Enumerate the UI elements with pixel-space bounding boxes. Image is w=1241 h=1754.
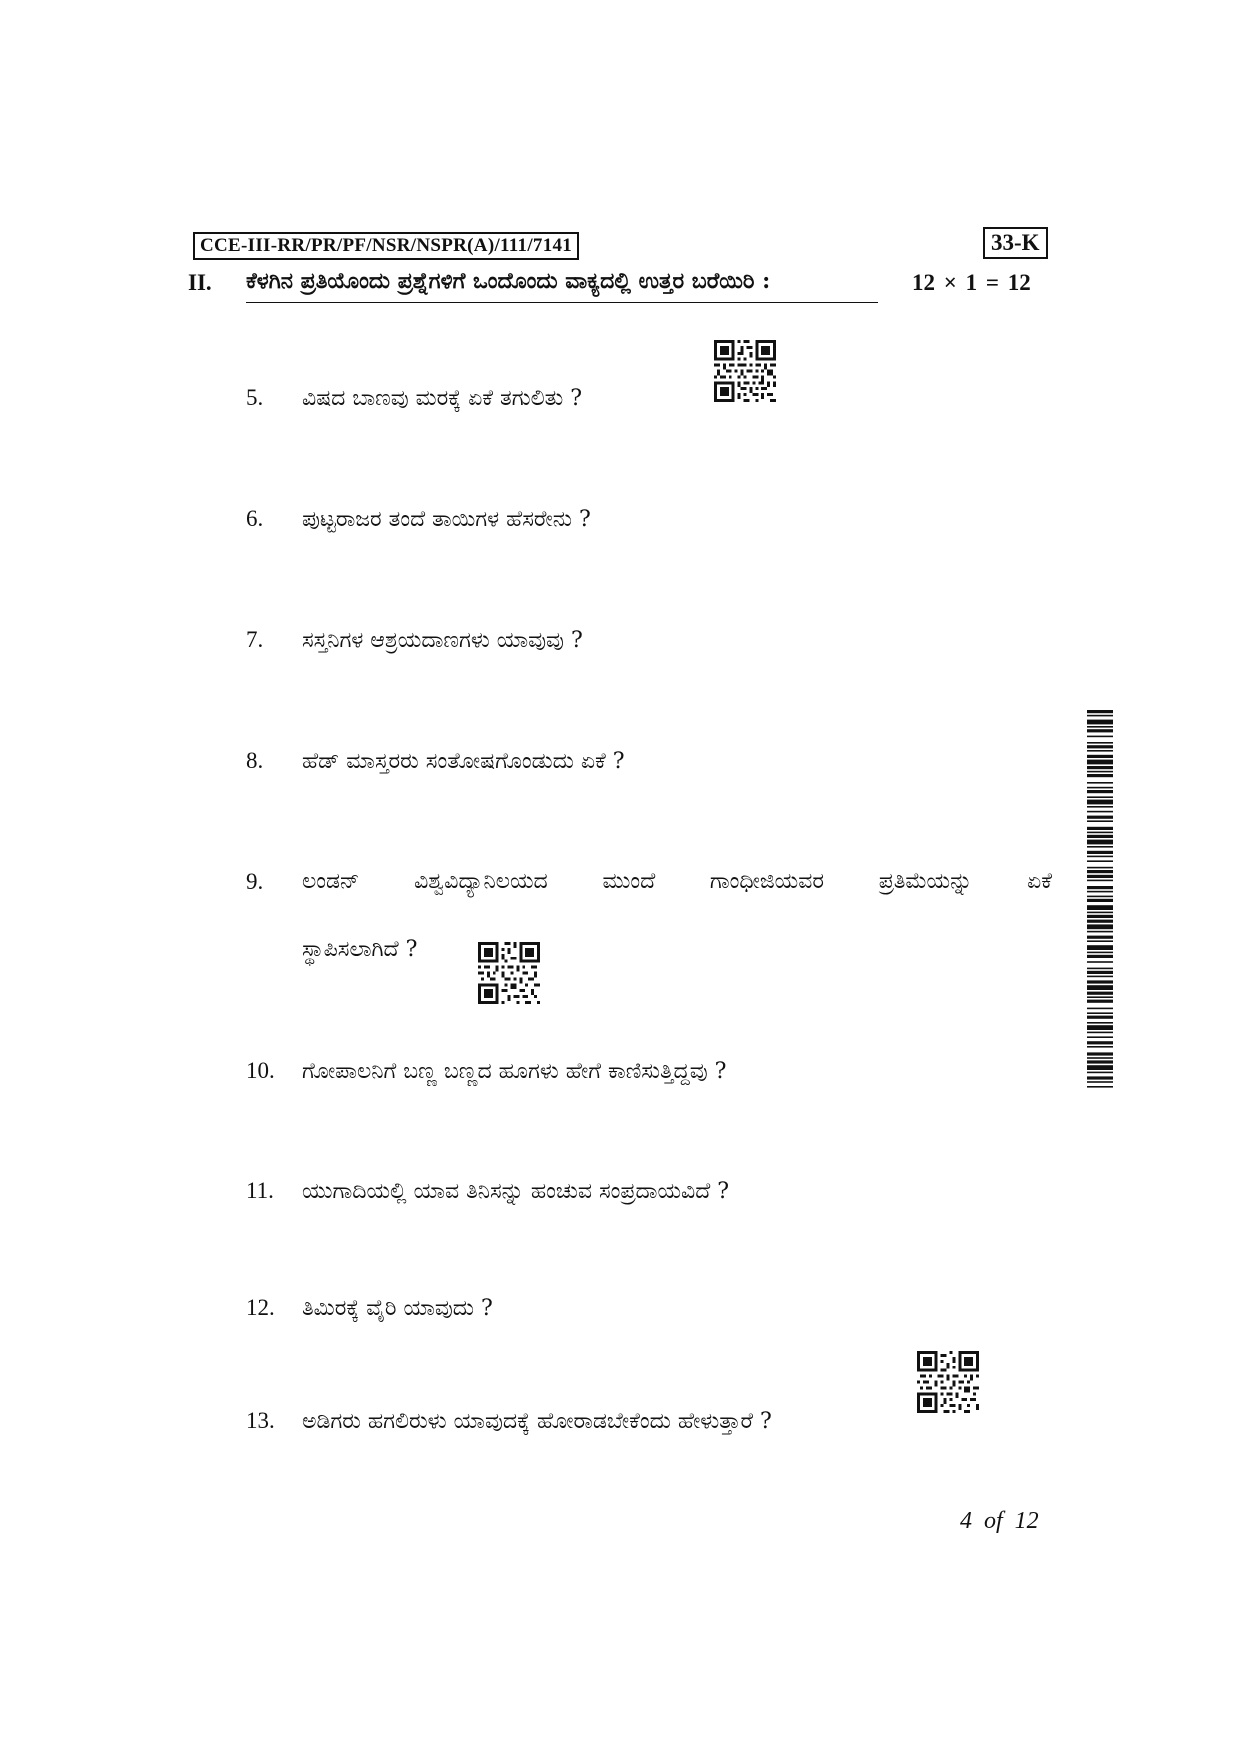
question-9: [246, 869, 302, 895]
question-12: [246, 1295, 493, 1321]
question-number: 5.: [246, 385, 264, 410]
question-text: ಹೆಡ್ ಮಾಸ್ತರರು ಸಂತೋಷಗೊಂಡುದು ಏಕೆ ?: [302, 749, 625, 774]
question-word: ವಿಶ್ವವಿದ್ಯಾನಿಲಯದ: [414, 869, 548, 894]
question-word: ಮುಂದೆ: [602, 869, 656, 894]
question-number: 13.: [246, 1408, 275, 1433]
qr-code-icon: [478, 942, 540, 1004]
question-7: [246, 627, 583, 653]
question-6: [246, 506, 591, 532]
section-number: II.: [188, 270, 212, 295]
exam-code-box: CCE-III-RR/PR/PF/NSR/NSPR(A)/111/7141: [193, 232, 579, 260]
question-number: 11.: [246, 1178, 274, 1203]
question-11: [246, 1178, 729, 1204]
page-number: 4 of 12: [960, 1508, 1039, 1534]
question-9-line-1: [302, 869, 1052, 894]
question-word: ಏಕೆ: [1027, 869, 1052, 894]
question-text: ವಿಷದ ಬಾಣವು ಮರಕ್ಕೆ ಏಕೆ ತಗುಲಿತು ?: [302, 386, 583, 411]
question-text: ತಿಮಿರಕ್ಕೆ ವೈರಿ ಯಾವುದು ?: [302, 1296, 493, 1321]
question-word: ಲಂಡನ್: [302, 869, 360, 894]
question-number: 10.: [246, 1058, 275, 1083]
question-13: [246, 1408, 772, 1434]
question-5: [246, 385, 582, 411]
question-10: [246, 1058, 726, 1084]
question-9-line-2: ಸ್ಥಾಪಿಸಲಾಗಿದೆ ?: [302, 937, 418, 962]
barcode-icon: [1087, 710, 1113, 1090]
question-number: 8.: [246, 748, 264, 773]
question-word: ಗಾಂಧೀಜಿಯವರ: [709, 869, 824, 894]
question-text: ಗೋಪಾಲನಿಗೆ ಬಣ್ಣ ಬಣ್ಣದ ಹೂಗಳು ಹೇಗೆ ಕಾಣಿಸುತ್ತಿದ್ದವು ?: [302, 1059, 727, 1084]
section-instruction: ಕೆಳಗಿನ ಪ್ರತಿಯೊಂದು ಪ್ರಶ್ನೆಗಳಿಗೆ ಒಂದೊಂದು ವಾಕ್ಯದಲ್ಲಿ ಉತ್ತರ ಬರೆಯಿರಿ :: [246, 268, 878, 303]
question-8: [246, 748, 625, 774]
question-number: 6.: [246, 506, 264, 531]
section-marks: 12 × 1 = 12: [912, 270, 1031, 295]
question-number: 12.: [246, 1295, 275, 1320]
question-text: ಪುಟ್ಟರಾಜರ ತಂದೆ ತಾಯಿಗಳ ಹೆಸರೇನು ?: [302, 507, 591, 532]
question-word: ಪ್ರತಿಮೆಯನ್ನು: [878, 869, 973, 894]
question-text: ಯುಗಾದಿಯಲ್ಲಿ ಯಾವ ತಿನಿಸನ್ನು ಹಂಚುವ ಸಂಪ್ರದಾಯವಿದೆ ?: [302, 1179, 730, 1204]
question-number: 9.: [246, 869, 264, 894]
question-number: 7.: [246, 627, 264, 652]
question-text: ಸಸ್ತನಿಗಳ ಆಶ್ರಯದಾಣಗಳು ಯಾವುವು ?: [302, 628, 583, 653]
qr-code-icon: [714, 340, 776, 402]
question-text: ಅಡಿಗರು ಹಗಲಿರುಳು ಯಾವುದಕ್ಕೆ ಹೋರಾಡಬೇಕೆಂದು ಹೇಳುತ್ತಾರೆ ?: [302, 1409, 772, 1434]
paper-code-box: 33-K: [983, 227, 1048, 259]
qr-code-icon: [917, 1351, 979, 1413]
